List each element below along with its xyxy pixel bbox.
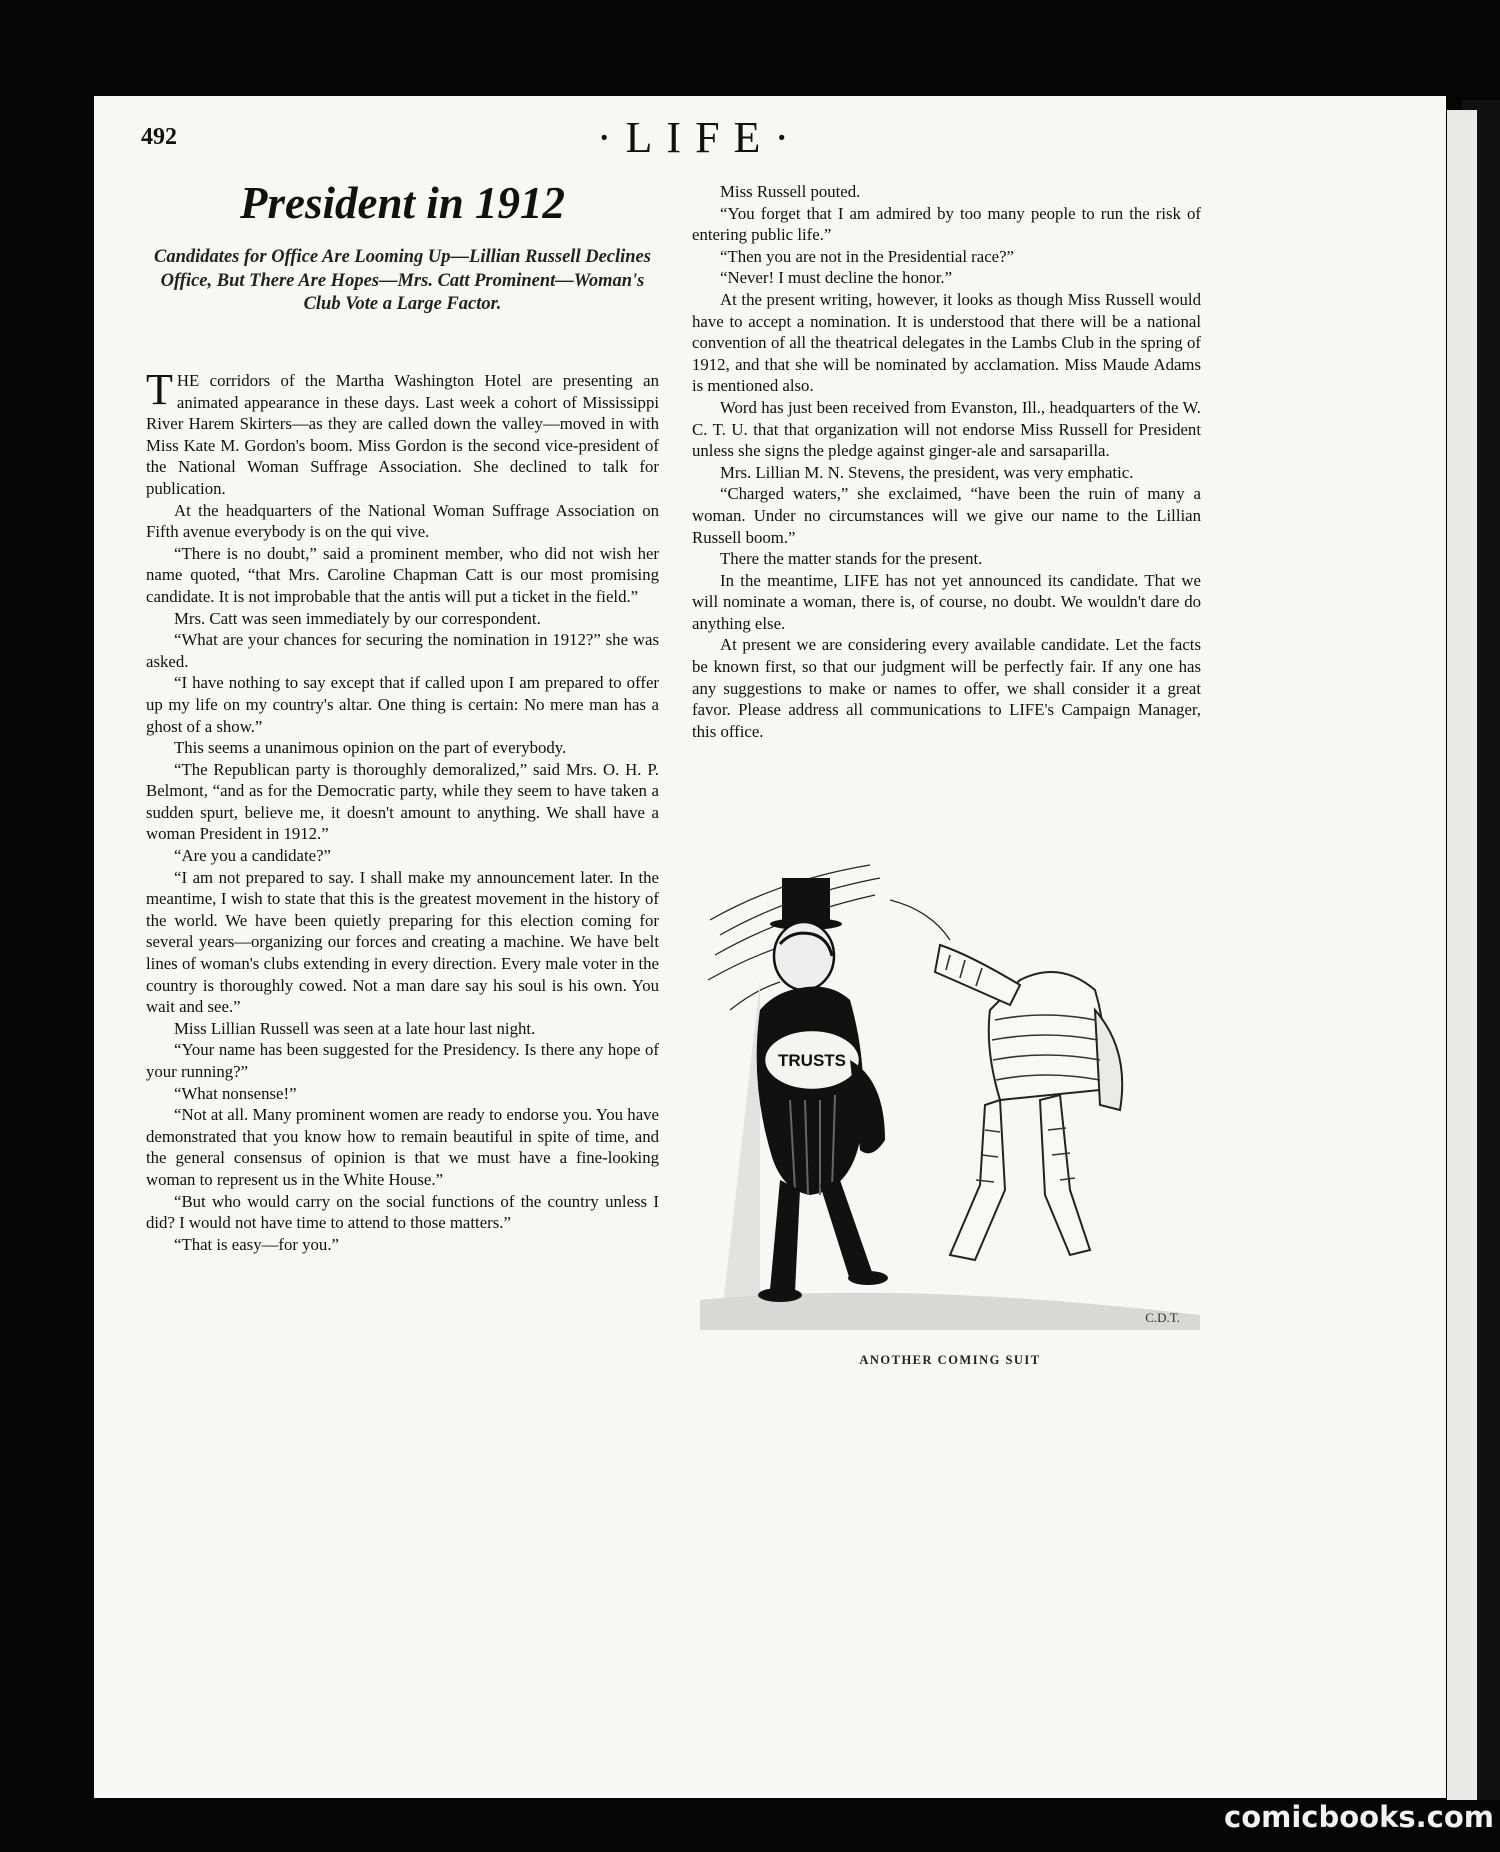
trust-man-leg-right bbox=[820, 1180, 872, 1280]
paragraph: “Never! I must decline the honor.” bbox=[720, 268, 953, 288]
paragraph: In the meantime, LIFE has not yet announced its candidate. That we will nominate a woman, there is, of course, no doubt. We wouldn't dare do anything else. bbox=[692, 570, 1201, 633]
cartoon-illustration bbox=[700, 860, 1200, 1330]
paragraph: “That is easy—for you.” bbox=[174, 1234, 339, 1254]
paragraph: “Not at all. Many prominent women are ready to endorse you. You have demonstrated that you know how to remain beautiful in spite of time, and the general consensus of opinion is that we must have a fine-looking woman to represent us in the White House.” bbox=[146, 1105, 659, 1189]
paragraph: “Your name has been suggested for the Presidency. Is there any hope of your running?” bbox=[146, 1040, 659, 1081]
paragraph: “Are you a candidate?” bbox=[174, 846, 331, 866]
paragraph: “There is no doubt,” said a prominent member, who did not wish her name quoted, “that Mrs. Caroline Chapman Catt is our most promising candidate. It is not improbable that the antis will put a ticket in the field.” bbox=[146, 543, 659, 606]
striped-suit bbox=[935, 945, 1122, 1260]
next-page-edge bbox=[1447, 110, 1477, 1800]
left-column bbox=[146, 365, 659, 1255]
paragraph: Miss Russell pouted. bbox=[720, 182, 861, 201]
masthead: ·LIFE· bbox=[596, 113, 804, 162]
article-deck: Candidates for Office Are Looming Up—Lillian Russell Declines Office, But There Are Hopes—Mrs. Catt Prominent—Woman's Club Vote a Large Factor. bbox=[154, 247, 651, 314]
paragraph: “Charged waters,” she exclaimed, “have been the ruin of many a woman. Under no circumstances will we give our name to the Lillian Russell boom.” bbox=[692, 484, 1201, 547]
right-column bbox=[692, 181, 1201, 742]
paragraph: Miss Lillian Russell was seen at a late hour last night. bbox=[174, 1018, 536, 1038]
paragraph: “I have nothing to say except that if called upon I am prepared to offer up my life on my country's altar. One thing is certain: No mere man has a ghost of a show.” bbox=[146, 673, 659, 736]
drop-cap: T bbox=[146, 365, 173, 414]
first-paragraph-text: HE corridors of the Martha Washington Hotel are presenting an animated appearance in these days. Last week a cohort of Mississippi River Harem Skirters—as they are called down the valley—moved in with Miss Kate M. Gordon's boom. Miss Gordon is the second vice-president of the National Woman Suffrage Association. She declined to talk for publication. bbox=[146, 371, 659, 498]
paragraph: At the present writing, however, it looks as though Miss Russell would have to accept a nomination. It is understood that there will be a national convention of all the theatrical delegates in the Lambs Club in the spring of 1912, and that she will be nominated by acclamation. Miss Maude Adams is mentioned also. bbox=[692, 289, 1201, 396]
artist-signature: C.D.T. bbox=[1145, 1310, 1180, 1325]
paragraph: “I am not prepared to say. I shall make my announcement later. In the meantime, I wish to state that this is the greatest movement in the history of the world. We have been quietly preparing for this election coming for several years—organizing our forces and creating a machine. We have belt lines of woman's clubs extending in every direction. Every male voter in the country is thoroughly cowed. Not a man dare say his soul is his own. You wait and see.” bbox=[146, 867, 659, 1017]
cartoon-caption: ANOTHER COMING SUIT bbox=[859, 1353, 1041, 1367]
article-title: President in 1912 bbox=[239, 178, 566, 228]
paragraph: “Then you are not in the Presidential race?” bbox=[720, 246, 1015, 266]
paragraph: There the matter stands for the present. bbox=[720, 549, 983, 569]
paragraph: “The Republican party is thoroughly demoralized,” said Mrs. O. H. P. Belmont, “and as for the Democratic party, while they seem to have taken a sudden spurt, believe me, it doesn't amount to anything. We shall have a woman President in 1912.” bbox=[146, 759, 659, 844]
wall-shadow bbox=[720, 980, 760, 1330]
trusts-label-text: TRUSTS bbox=[778, 1051, 846, 1070]
paragraph: Mrs. Lillian M. N. Stevens, the president, was very emphatic. bbox=[720, 462, 1134, 482]
paragraph: “What nonsense!” bbox=[174, 1083, 297, 1103]
paragraph: Word has just been received from Evanston, Ill., headquarters of the W. C. T. U. that that organization will not endorse Miss Russell for President unless she signs the pledge against ginger-ale and sarsaparilla. bbox=[692, 397, 1201, 461]
paragraph: “What are your chances for securing the nomination in 1912?” she was asked. bbox=[146, 630, 659, 671]
first-paragraph bbox=[146, 365, 659, 500]
paragraph: At the headquarters of the National Woman Suffrage Association on Fifth avenue everybody is on the qui vive. bbox=[146, 500, 659, 542]
trusts-label bbox=[764, 1030, 860, 1090]
paragraph: “But who would carry on the social functions of the country unless I did? I would not have time to attend to those matters.” bbox=[146, 1191, 659, 1233]
paragraph: Mrs. Catt was seen immediately by our correspondent. bbox=[174, 608, 541, 628]
paragraph: At present we are considering every available candidate. Let the facts be known first, so that our judgment will be perfectly fair. If any one has any suggestions to make or names to offer, we shall consider it a great favor. Please address all communications to LIFE's Campaign Manager, this office. bbox=[692, 635, 1201, 741]
page-number: 492 bbox=[141, 124, 177, 150]
watermark: comicbooks.com bbox=[1224, 1800, 1494, 1834]
paragraph: This seems a unanimous opinion on the part of everybody. bbox=[174, 738, 567, 758]
paragraph: “You forget that I am admired by too many people to run the risk of entering public life.” bbox=[692, 203, 1201, 245]
trust-man-leg-left bbox=[770, 1180, 800, 1292]
